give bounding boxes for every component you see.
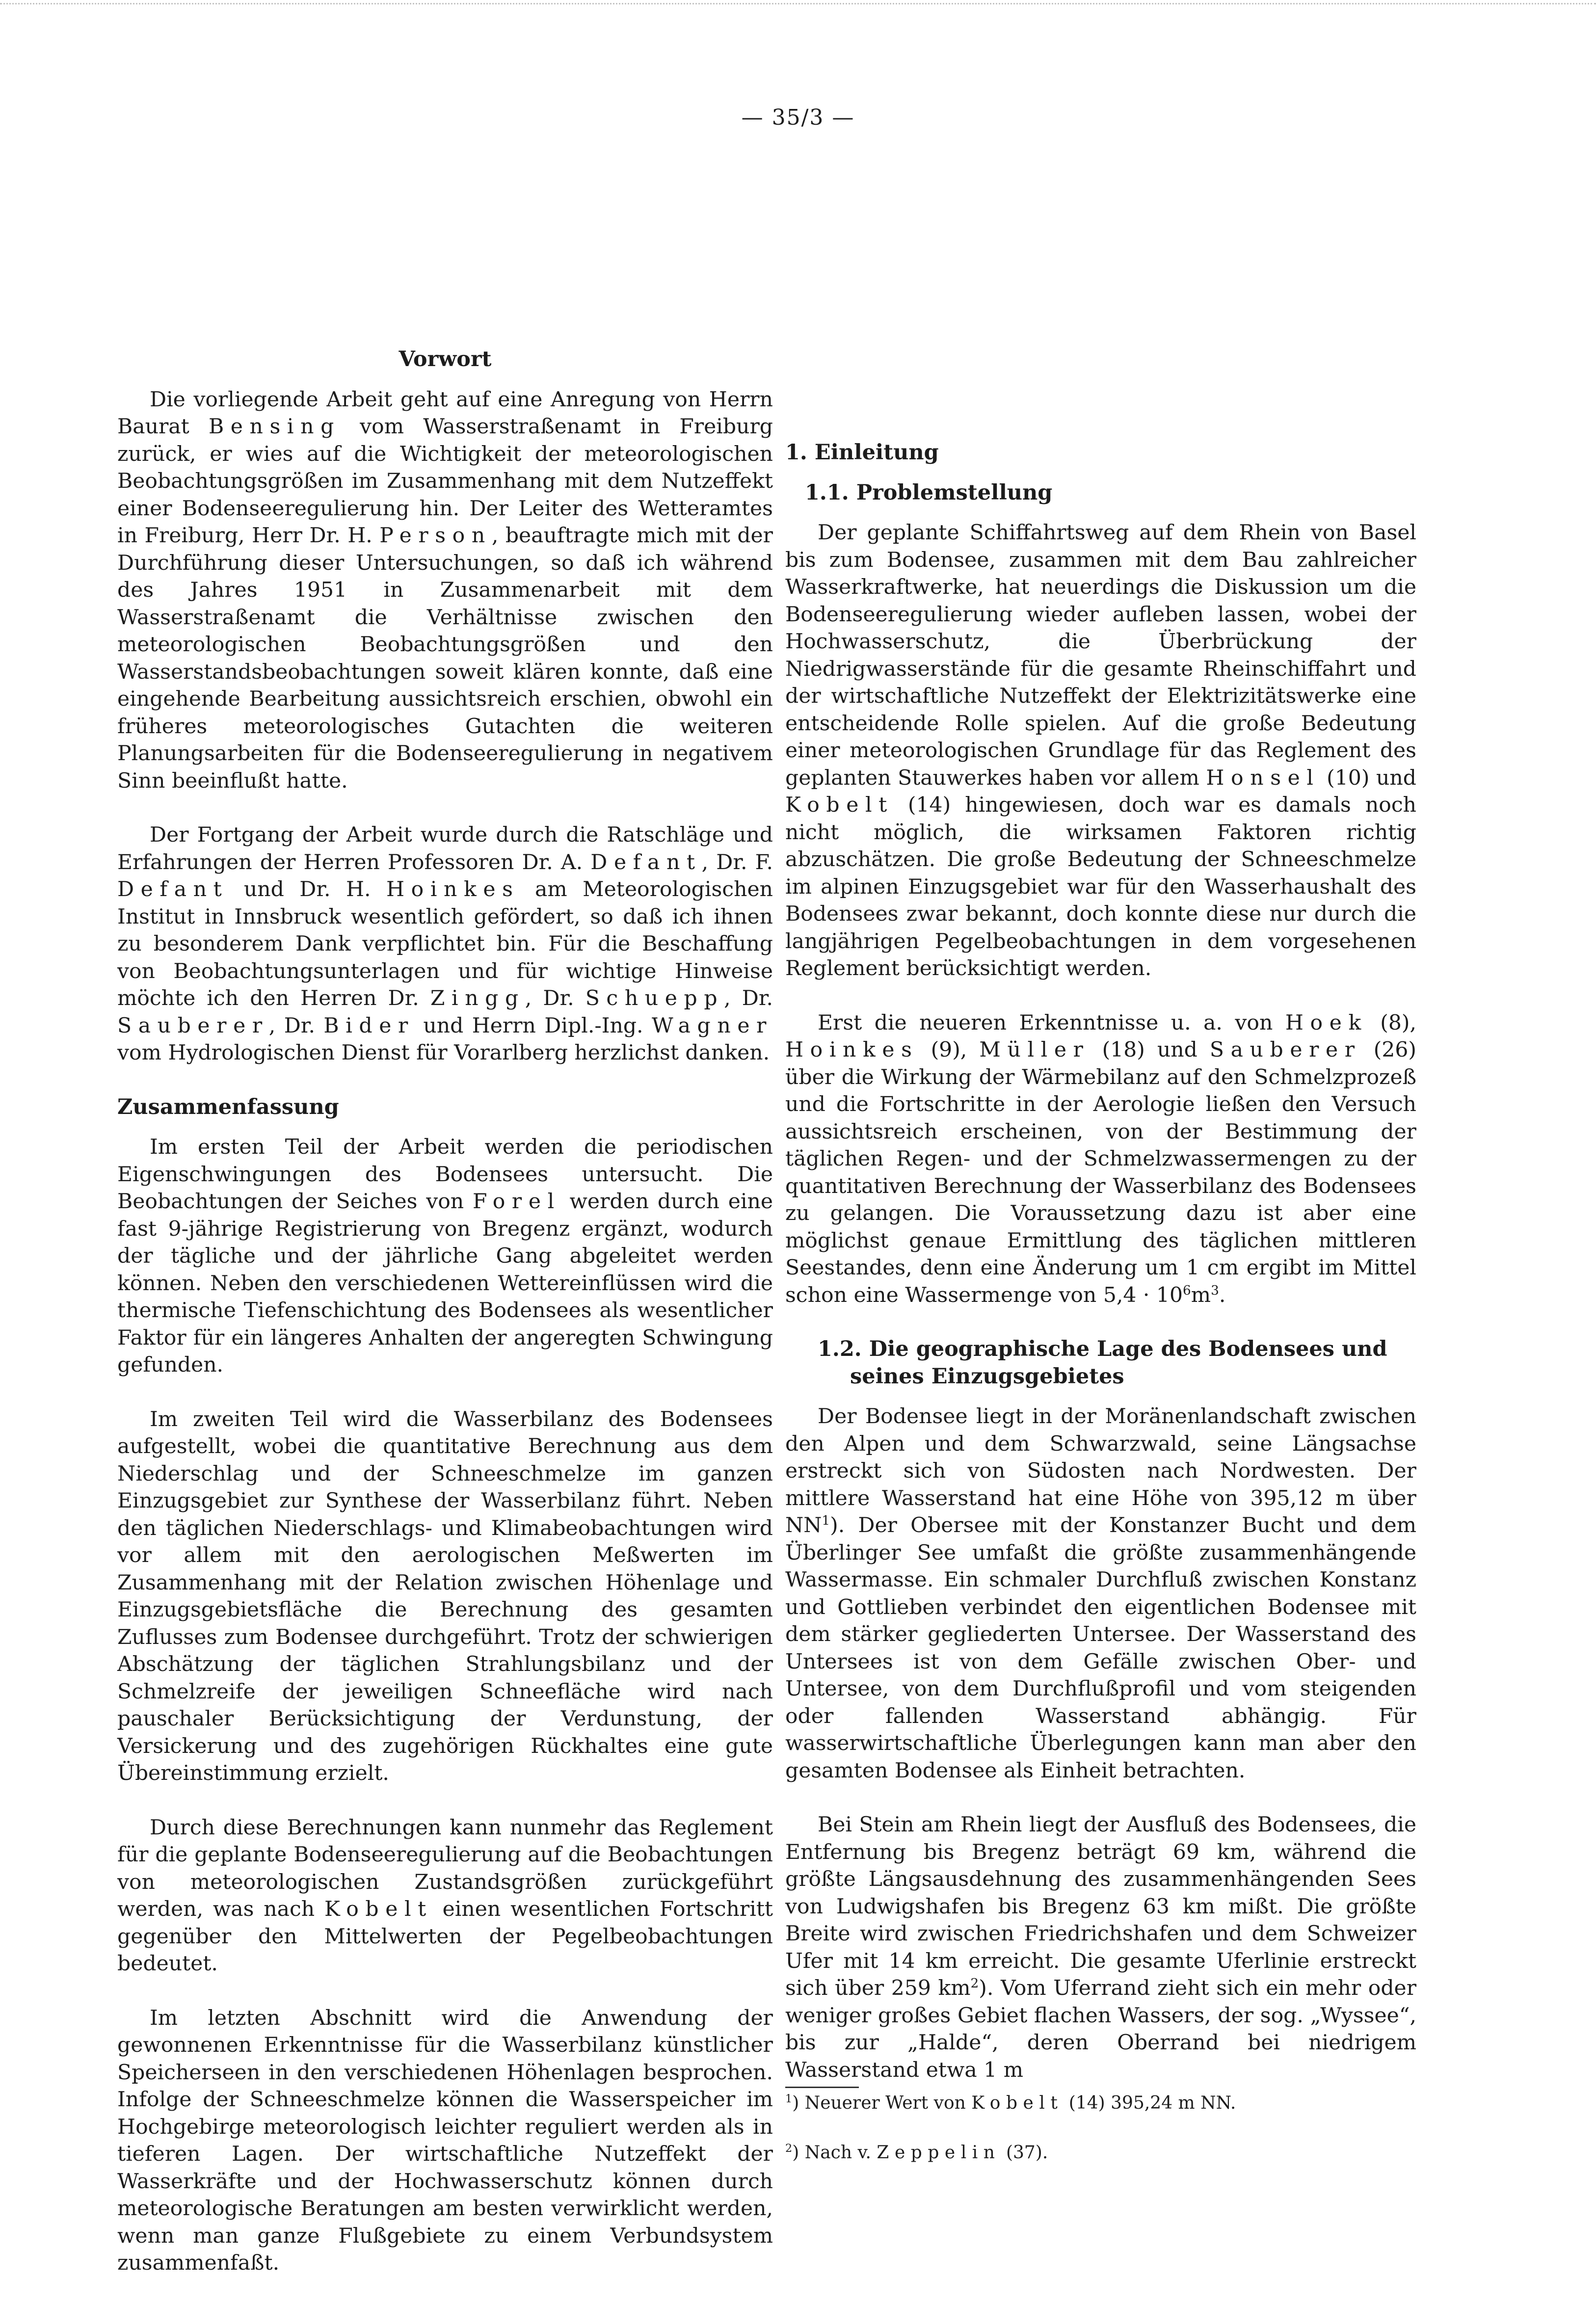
footnote-divider [785, 2087, 859, 2088]
geographie-paragraph-2: Bei Stein am Rhein liegt der Ausfluß des Bodensees, die Entfernung bis Bregenz beträgt 69 km, während die größte Längsausdehnung des zusammenhängenden Sees von Ludwigshafen bis Bregenz 63 km mißt. Die größte Breite wird zwischen Friedrichshafen und dem Schweizer Ufer mit 14 km erreicht. Die gesamte Uferlinie erstreckt sich über 259 $km^2$). Vom Uferrand zieht sich ein mehr oder weniger großes Gebiet flachen Wassers, der sog. „Wyssee“, bis zur „Halde“, deren Oberrand bei niedrigem Wasserstand etwa 1 m [785, 1813, 1417, 2082]
right-column [785, 346, 1416, 2191]
section-1-1-heading: 1.1. Problemstellung [805, 480, 1053, 505]
left-column [117, 346, 773, 2304]
footnote-1: $^1$) Neuerer Wert von Kobelt (14) 395,24 m NN. [785, 2092, 1236, 2113]
vorwort-paragraph-1: Die vorliegende Arbeit geht auf eine Anregung von Herrn Baurat Bensing vom Wasserstraßenamt in Freiburg zurück, er wies auf die Wichtigkeit der meteorologischen Beobachtungsgrößen im Zusammenhang mit dem Nutzeffekt einer Bodenseeregulierung hin. Der Leiter des Wetteramtes in Freiburg, Herr Dr. H. Person, beauftragte mich mit der Durchführung dieser Untersuchungen, so daß ich während des Jahres 1951 in Zusammenarbeit mit dem Wasserstraßenamt die Verhältnisse zwischen den meteorologischen Beobachtungsgrößen und den Wasserstandsbeobachtungen soweit klären konnte, daß eine eingehende Bearbeitung aussichtsreich erschien, obwohl ein früheres meteorologisches Gutachten die weiteren Planungsarbeiten für die Bodenseeregulierung in negativem Sinn beeinflußt hatte. [117, 387, 773, 793]
geographie-paragraph-1: Der Bodensee liegt in der Moränenlandschaft zwischen den Alpen und dem Schwarzwald, seine Längsachse erstreckt sich von Südosten nach Nordwesten. Der mittlere Wasserstand hat eine Höhe von 395,12 m über $NN^1$). Der Obersee mit der Konstanzer Bucht und dem Überlinger See umfaßt die größte zusammenhängende Wassermasse. Ein schmaler Durchfluß zwischen Konstanz und Gottlieben verbindet den eigentlichen Bodensee mit dem stärker gegliederten Untersee. Der Wasserstand des Untersees ist von dem Gefälle zwischen Ober- und Untersee, von dem Durchflußprofil und vom steigenden oder fallenden Wasserstand abhängig. Für wasserwirtschaftliche Überlegungen kann man aber den gesamten Bodensee als Einheit betrachten. [785, 1404, 1416, 1783]
vorwort-heading: Vorwort [399, 347, 492, 371]
vorwort-paragraph-2: Der Fortgang der Arbeit wurde durch die Ratschläge und Erfahrungen der Herren Professoren Dr. A. Defant, Dr. F. Defant und Dr. H. Hoinkes am Meteorologischen Institut in Innsbruck wesentlich gefördert, so daß ich ihnen zu besonderem Dank verpflichtet bin. Für die Beschaffung von Beobachtungsunterlagen und für wichtige Hinweise möchte ich den Herren Dr. Zingg, Dr. Schuepp, Dr. Sauberer, Dr. Bider und Herrn Dipl.-Ing. Wagner vom Hydrologischen Dienst für Vorarlberg herzlichst danken. [117, 823, 773, 1065]
einleitung-paragraph-2: Erst die neueren Erkenntnisse u. a. von Hoek (8), Hoinkes (9), Müller (18) und Sauberer (26) über die Wirkung der Wärmebilanz auf den Schmelzprozeß und die Fortschritte in der Aerologie ließen den Versuch aussichtsreich erscheinen, von der Bestimmung der täglichen Regen- und der Schmelzwassermengen zu der quantitativen Berechnung der Wasserbilanz des Bodensees zu gelangen. Die Voraussetzung dazu ist aber eine möglichst genaue Ermittlung des täglichen mittleren Seestandes, denn eine Änderung um 1 cm ergibt im Mittel schon eine Wassermenge von $5,4 \cdot 10^6m^3$. [785, 1010, 1416, 1307]
zusammenfassung-heading: Zusammenfassung [117, 1094, 339, 1119]
section-1-2-heading: 1.2. Die geographische Lage des Bodensees und seines Einzugsgebietes [818, 1337, 1387, 1389]
zusammenfassung-paragraph-2: Im zweiten Teil wird die Wasserbilanz des Bodensees aufgestellt, wobei die quantitative Berechnung aus dem Niederschlag und der Schneeschmelze im ganzen Einzugsgebiet zur Synthese der Wasserbilanz führt. Neben den täglichen Niederschlags- und Klimabeobachtungen wird vor allem mit den aerologischen Meßwerten im Zusammenhang mit der Relation zwischen Höhenlage und Einzugsgebietsfläche die Berechnung des gesamten Zuflusses zum Bodensee durchgeführt. Trotz der schwierigen Abschätzung der täglichen Strahlungsbilanz und der Schmelzreife der jeweiligen Schneefläche wird nach pauschaler Berücksichtigung der Verdunstung, der Versickerung und des zugehörigen Rückhaltes eine gute Übereinstimmung erzielt. [117, 1407, 773, 1785]
page-number: — 35/3 — [741, 105, 855, 130]
zusammenfassung-paragraph-1: Im ersten Teil der Arbeit werden die periodischen Eigenschwingungen des Bodensees untersucht. Die Beobachtungen der Seiches von Forel werden durch eine fast 9-jährige Registrierung von Bregenz ergänzt, wodurch der tägliche und der jährliche Gang abgeleitet werden können. Neben den verschiedenen Wettereinflüssen wird die thermische Tiefenschichtung des Bodensees als wesentlicher Faktor für ein längeres Anhalten der angeregten Schwingung gefunden. [117, 1135, 773, 1377]
zusammenfassung-paragraph-3: Durch diese Berechnungen kann nunmehr das Reglement für die geplante Bodenseeregulierung auf die Beobachtungen von meteorologischen Zustandsgrößen zurückgeführt werden, was nach Kobelt einen wesentlichen Fortschritt gegenüber den Mittelwerten der Pegelbeobachtungen bedeutet. [117, 1815, 773, 1976]
footnote-2: $^2$) Nach v. Zeppelin (37). [785, 2142, 1048, 2163]
zusammenfassung-paragraph-4: Im letzten Abschnitt wird die Anwendung der gewonnenen Erkenntnisse für die Wasserbilanz künstlicher Speicherseen in den verschiedenen Höhenlagen besprochen. Infolge der Schneeschmelze können die Wasserspeicher im Hochgebirge meteorologisch leichter reguliert werden als in tieferen Lagen. Der wirtschaftliche Nutzeffekt der Wasserkräfte und der Hochwasserschutz können durch meteorologische Beratungen am besten verwirklicht werden, wenn man ganze Flußgebiete zu einem Verbundsystem zusammenfaßt. [117, 2006, 773, 2275]
einleitung-paragraph-1: Der geplante Schiffahrtsweg auf dem Rhein von Basel bis zum Bodensee, zusammen mit dem Bau zahlreicher Wasserkraftwerke, hat neuerdings die Diskussion um die Bodenseeregulierung wieder aufleben lassen, wobei der Hochwasserschutz, die Überbrückung der Niedrigwasserstände für die gesamte Rheinschiffahrt und der wirtschaftliche Nutzeffekt der Elektrizitätswerke eine entscheidende Rolle spielen. Auf die große Bedeutung einer meteorologischen Grundlage für das Reglement des geplanten Stauwerkes haben vor allem Honsel (10) und Kobelt (14) hingewiesen, doch war es damals noch nicht möglich, die wirksamen Faktoren richtig abzuschätzen. Die große Bedeutung der Schneeschmelze im alpinen Einzugsgebiet war für den Wasserhaushalt des Bodensees zwar bekannt, doch konnte diese nur durch die langjährigen Pegelbeobachtungen in dem vorgesehenen Reglement berücksichtigt werden. [785, 521, 1416, 980]
section-1-heading: 1. Einleitung [785, 440, 939, 465]
top-scan-edge [0, 3, 1596, 4]
